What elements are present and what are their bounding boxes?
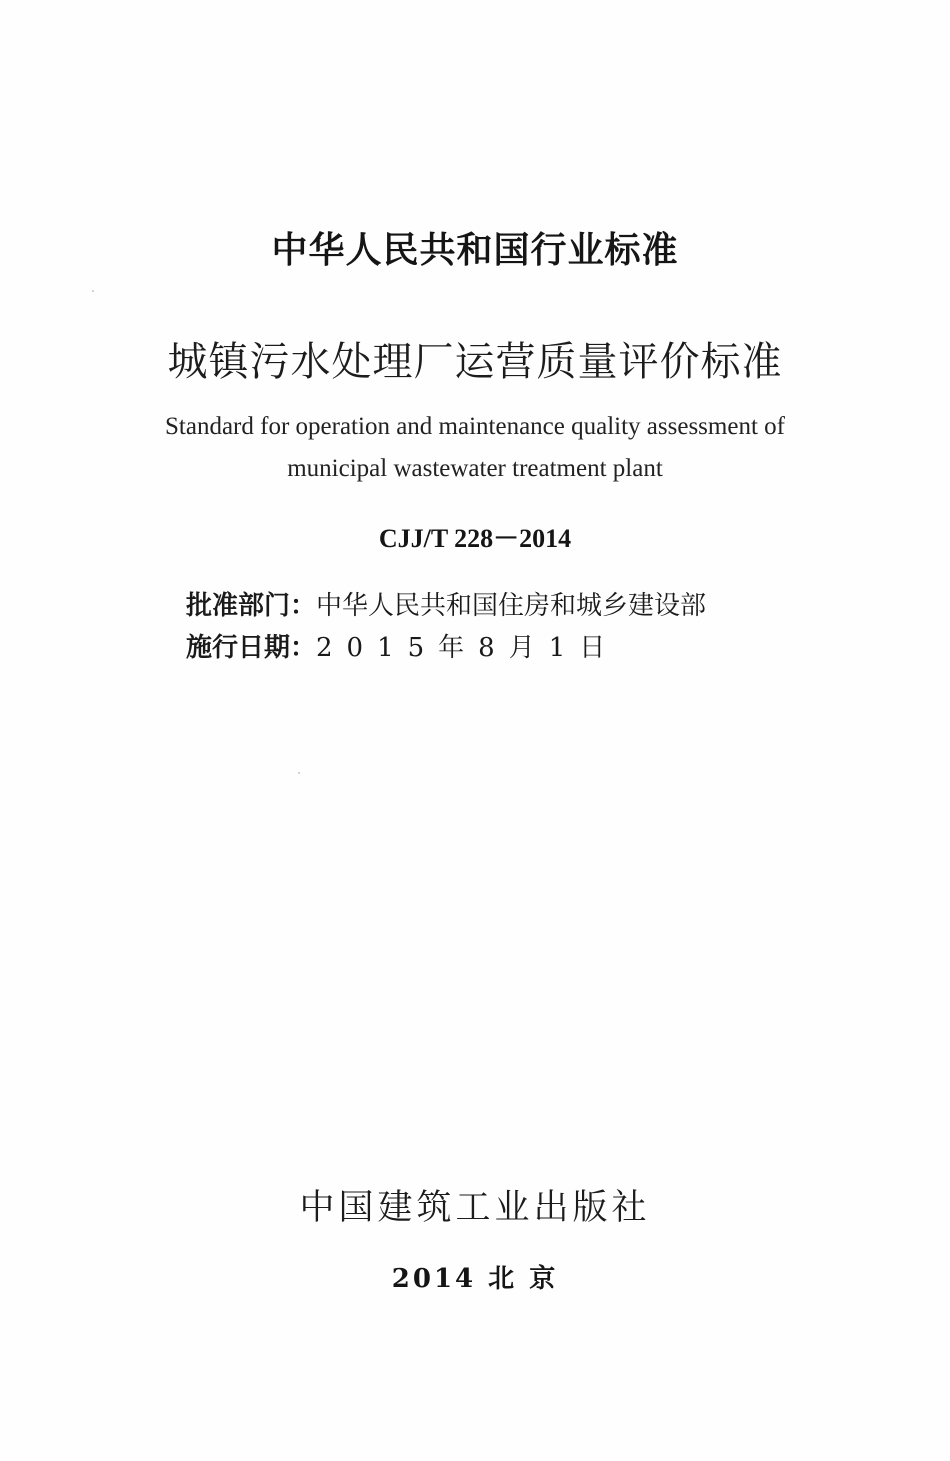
approval-department-value: 中华人民共和国住房和城乡建设部 [316,591,707,621]
approval-department-row [186,585,706,622]
publication-imprint: 2014 北 京 [391,1264,559,1294]
document-title-english-line2: municipal wastewater treatment plant [287,455,663,482]
standard-code: CJJ/T 228－2014 [378,524,572,553]
effective-date-row [186,627,619,664]
approval-department-label: 批准部门： [186,591,317,621]
effective-date-label: 施行日期： [186,633,317,663]
scan-speck [92,290,94,292]
document-title-english-line1: Standard for operation and maintenance quality assessment of [165,413,785,440]
effective-date-value: 2015年8月1日 [316,633,620,663]
publisher-name: 中国建筑工业出版社 [299,1188,651,1228]
standard-category-heading: 中华人民共和国行业标准 [271,230,679,271]
document-title-chinese: 城镇污水处理厂运营质量评价标准 [167,339,783,385]
scan-speck [298,772,300,774]
